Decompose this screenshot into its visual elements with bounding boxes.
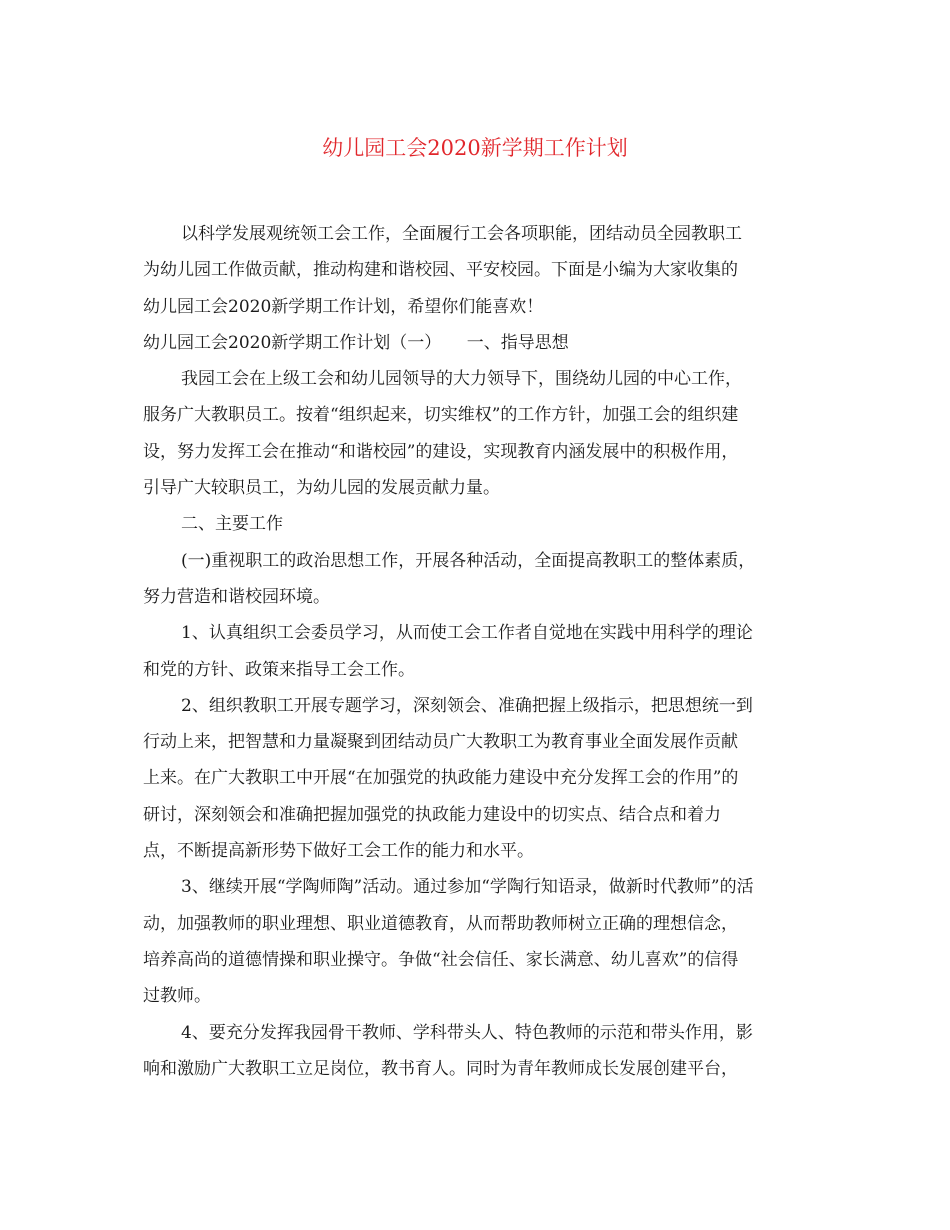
document-line: 培养高尚的道德情操和职业操守。争做“社会信任、家长满意、幼儿喜欢”的信得 — [143, 949, 739, 970]
document-line: 动，加强教师的职业理想、职业道德教育，从而帮助教师树立正确的理想信念， — [143, 913, 738, 934]
document-line: 和党的方针、政策来指导工会工作。 — [143, 659, 415, 680]
document-line: 我园工会在上级工会和幼儿园领导的大力领导下，围绕幼儿园的中心工作， — [181, 369, 742, 390]
document-line: 二、主要工作 — [181, 514, 283, 535]
document-line: 努力营造和谐校园环境。 — [143, 586, 330, 607]
document-line: 行动上来，把智慧和力量凝聚到团结动员广大教职工为教育事业全面发展作贡献 — [143, 732, 738, 753]
document-line: 上来。在广大教职工中开展“在加强党的执政能力建设中充分发挥工会的作用”的 — [143, 768, 739, 789]
document-line: 以科学发展观统领工会工作，全面履行工会各项职能，团结动员全园教职工 — [181, 224, 742, 244]
document-line: 3、继续开展“学陶师陶”活动。通过参加“学陶行知语录，做新时代教师”的活 — [181, 877, 754, 898]
document-body — [143, 216, 811, 1087]
document-line: (一)重视职工的政治思想工作，开展各种活动，全面提高教职工的整体素质， — [181, 550, 756, 571]
document-line: 引导广大较职员工，为幼儿园的发展贡献力量。 — [143, 478, 500, 499]
document-line: 设，努力发挥工会在推动“和谐校园”的建设，实现教育内涵发展中的积极作用， — [143, 441, 739, 462]
document-line: 服务广大教职员工。按着“组织起来，切实维权”的工作方针，加强工会的组织建 — [143, 405, 739, 426]
document-line: 过教师。 — [143, 986, 211, 1007]
document-line: 点，不断提高新形势下做好工会工作的能力和水平。 — [143, 841, 534, 862]
document-line: 为幼儿园工作做贡献，推动构建和谐校园、平安校园。下面是小编为大家收集的 — [143, 260, 738, 281]
document-line: 1、认真组织工会委员学习，从而使工会工作者自觉地在实践中用科学的理论 — [181, 623, 753, 644]
document-title: 幼儿园工会2020新学期工作计划 — [322, 136, 628, 160]
document-line: 响和激励广大教职工立足岗位，教书育人。同时为青年教师成长发展创建平台， — [143, 1058, 738, 1079]
document-line: 幼儿园工会2020新学期工作计划（一） 一、指导思想 — [143, 332, 569, 353]
document-line: 研讨，深刻领会和准确把握加强党的执政能力建设中的切实点、结合点和着力 — [143, 804, 721, 825]
document-line: 4、要充分发挥我园骨干教师、学科带头人、特色教师的示范和带头作用，影 — [181, 1022, 753, 1043]
document-line: 幼儿园工会2020新学期工作计划，希望你们能喜欢！ — [143, 296, 544, 317]
document-line: 2、组织教职工开展专题学习，深刻领会、准确把握上级指示，把思想统一到 — [181, 695, 753, 716]
